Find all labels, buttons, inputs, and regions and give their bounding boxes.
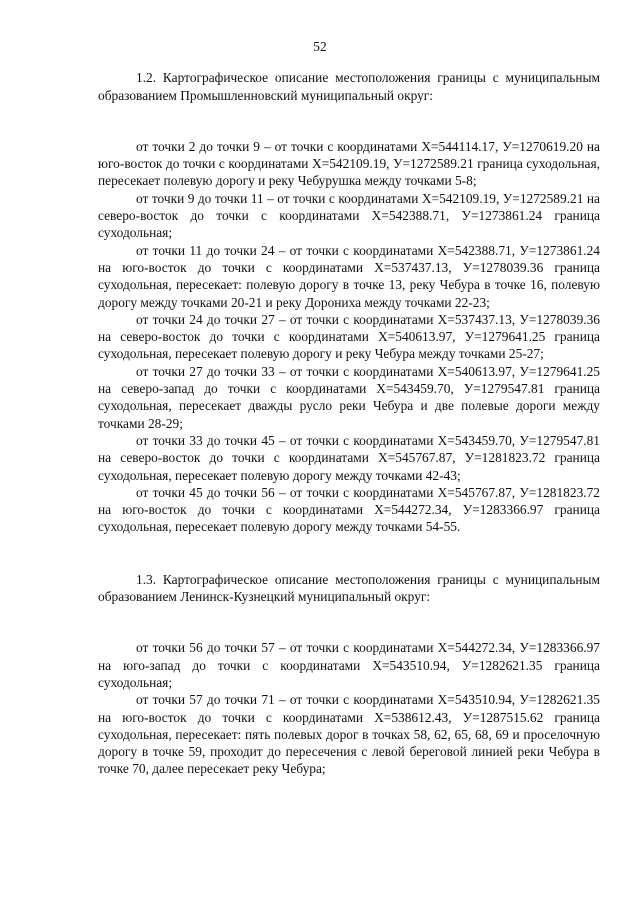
- paragraph: от точки 24 до точки 27 – от точки с координатами Х=537437.13, У=1278039.36 на северо-восток до точки с координатами Х=540613.97, У=1279641.25 граница суходольная, пересекает полевую дорогу и реку Чебура между точками 25-27;: [98, 311, 600, 362]
- paragraph: от точки 57 до точки 71 – от точки с координатами Х=543510.94, У=1282621.35 на юго-восток до точки с координатами Х=538612.43, У=1287515.62 граница суходольная, пересекает: пять полевых дорог в точках 58, 62, 65, 68, 69 и проселочную дорогу в точке 59, проходит до пересечения с левой береговой линией реки Чебура в точке 70, далее пересекает реку Чебура;: [98, 692, 600, 777]
- paragraph: от точки 56 до точки 57 – от точки с координатами Х=544272.34, У=1283366.97 на юго-запад до точки с координатами Х=543510.94, У=1282621.35 граница суходольная;: [98, 640, 600, 690]
- paragraph: от точки 45 до точки 56 – от точки с координатами Х=545767.87, У=1281823.72 на юго-восток до точки с координатами Х=544272.34, У=1283366.97 граница суходольная, пересекает полевую дорогу между точками 54-55.: [98, 484, 600, 535]
- section-heading-1-3: 1.3. Картографическое описание местоположения границы с муниципальным образованием Ленинск-Кузнецкий муниципальный округ:: [98, 571, 600, 605]
- section-heading-1-2: 1.2. Картографическое описание местоположения границы с муниципальным образованием Промышленновский муниципальный округ:: [98, 70, 600, 103]
- paragraph: от точки 11 до точки 24 – от точки с координатами Х=542388.71, У=1273861.24 на юго-восток до точки с координатами Х=537437.13, У=1278039.36 граница суходольная, пересекает: полевую дорогу в точке 13, реку Чебура в точке 16, полевую дорогу между точками 20-21 и реку Дорониха между точками 22-23;: [98, 242, 600, 310]
- paragraph: от точки 27 до точки 33 – от точки с координатами Х=540613.97, У=1279641.25 на северо-запад до точки с координатами Х=543459.70, У=1279547.81 граница суходольная, пересекает дважды русло реки Чебура и две полевые дороги между точками 28-29;: [98, 363, 600, 431]
- paragraph: от точки 33 до точки 45 – от точки с координатами Х=543459.70, У=1279547.81 на северо-восток до точки с координатами Х=545767.87, У=1281823.72 граница суходольная, пересекает полевую дорогу между точками 42-43;: [98, 432, 600, 483]
- paragraph: от точки 9 до точки 11 – от точки с координатами Х=542109.19, У=1272589.21 на северо-восток до точки с координатами Х=542388.71, У=1273861.24 граница суходольная;: [98, 190, 600, 241]
- paragraph: от точки 2 до точки 9 – от точки с координатами Х=544114.17, У=1270619.20 на юго-восток до точки с координатами Х=542109.19, У=1272589.21 граница суходольная, пересекает полевую дорогу и реку Чебурушка между точками 5-8;: [98, 138, 600, 189]
- page-number: 52: [313, 39, 327, 54]
